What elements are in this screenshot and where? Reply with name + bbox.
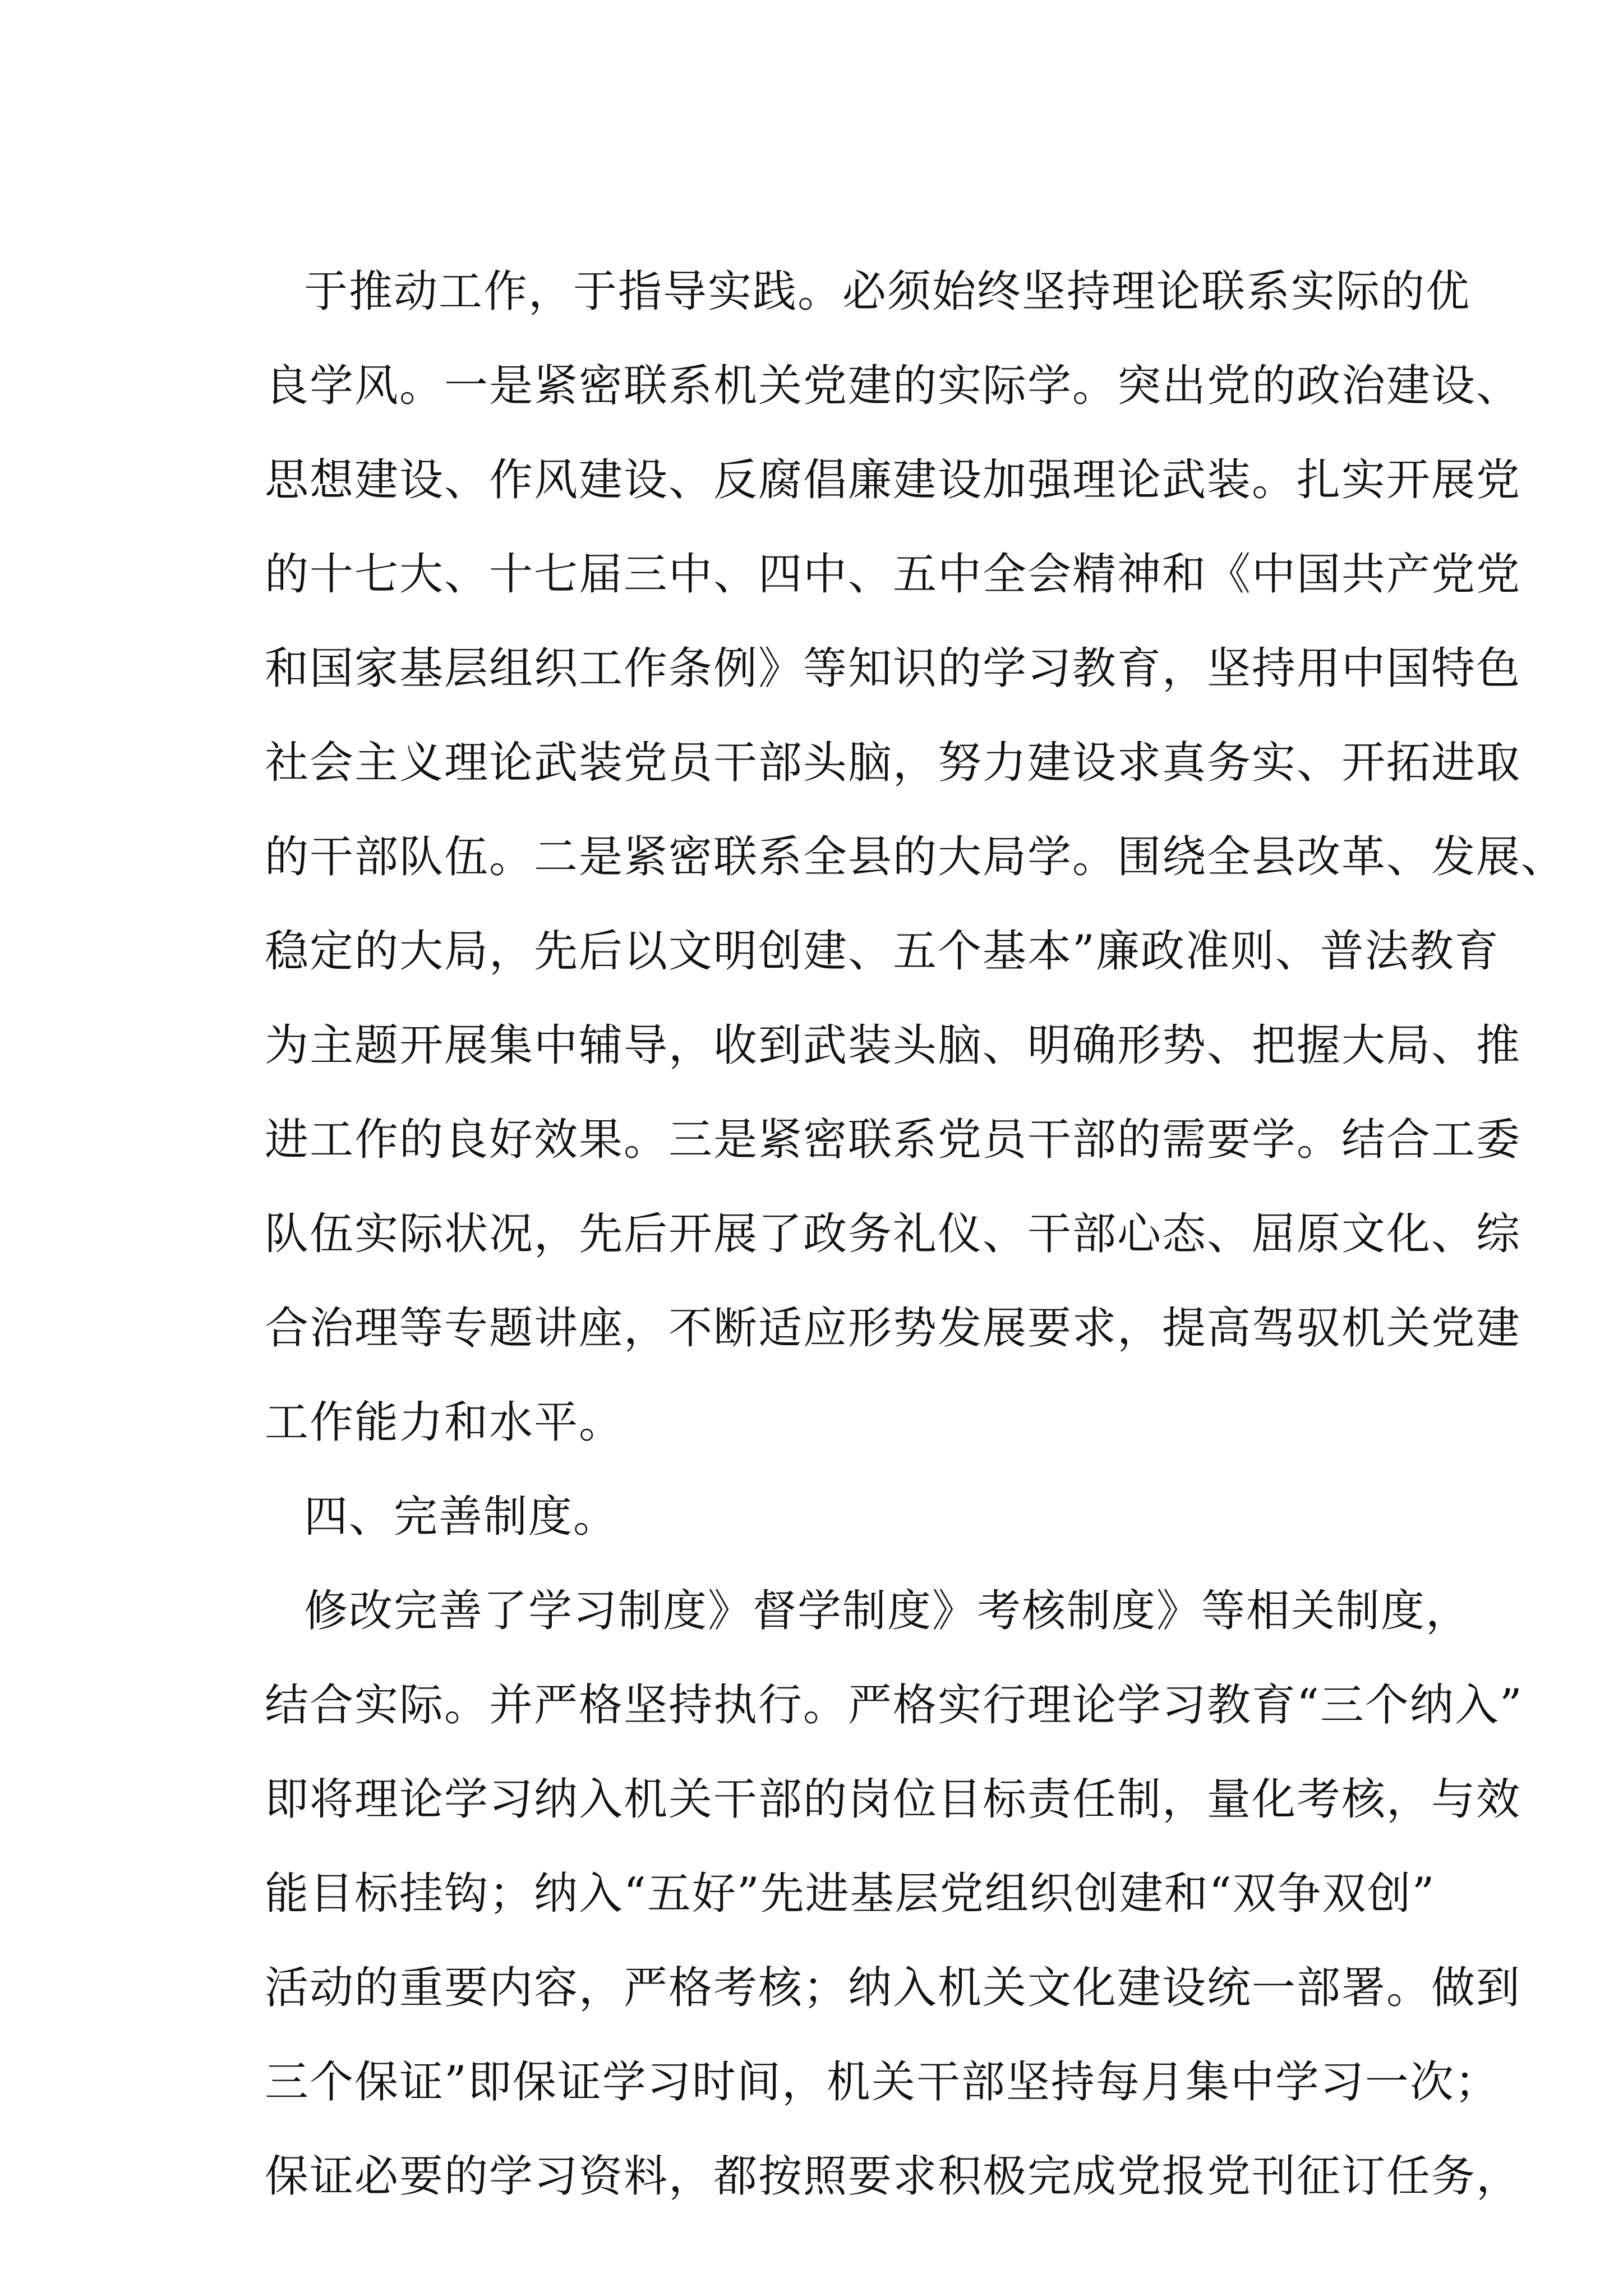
body-line-9: 为主题开展集中辅导，收到武装头脑、明确形势、把握大局、推: [265, 1020, 1521, 1071]
body-line-1: 于推动工作，于指导实践。必须始终坚持理论联系实际的优: [304, 266, 1471, 317]
body-line-12: 合治理等专题讲座，不断适应形势发展要求，提高驾驭机关党建: [265, 1303, 1521, 1354]
body-line-15: 修改完善了学习制度》督学制度》考核制度》等相关制度，: [304, 1586, 1471, 1636]
body-line-2: 良学风。一是紧密联系机关党建的实际学。突出党的政治建设、: [265, 361, 1521, 411]
body-line-4: 的十七大、十七届三中、四中、五中全会精神和《中国共产党党: [265, 549, 1521, 600]
body-line-7: 的干部队伍。二是紧密联系全县的大局学。围绕全县改革、发展、: [265, 832, 1566, 882]
body-line-20: 三个保证”即保证学习时间，机关干部坚持每月集中学习一次；: [265, 2057, 1500, 2108]
body-line-10: 进工作的良好效果。三是紧密联系党员干部的需要学。结合工委: [265, 1115, 1521, 1165]
body-line-11: 队伍实际状况，先后开展了政务礼仪、干部心态、屈原文化、综: [265, 1209, 1521, 1259]
body-line-6: 社会主义理论武装党员干部头脑，努力建设求真务实、开拓进取: [265, 738, 1521, 788]
body-line-16: 结合实际。并严格坚持执行。严格实行理论学习教育“三个纳入”: [265, 1680, 1523, 1731]
body-line-3: 思想建设、作风建设、反腐倡廉建设加强理论武装。扎实开展党: [265, 455, 1521, 505]
body-line-5: 和国家基层组织工作条例》等知识的学习教育，坚持用中国特色: [265, 643, 1521, 694]
section-heading: 四、完善制度。: [304, 1492, 619, 1542]
body-line-18: 能目标挂钩；纳入“五好”先进基层党组织创建和“双争双创”: [265, 1869, 1436, 1919]
body-line-21: 保证必要的学习资料，都按照要求积极完成党报党刊征订任务，: [265, 2151, 1521, 2202]
body-line-19: 活动的重要内容，严格考核；纳入机关文化建设统一部署。做到: [265, 1963, 1521, 2013]
body-line-17: 即将理论学习纳入机关干部的岗位目标责任制，量化考核，与效: [265, 1774, 1521, 1825]
body-line-13: 工作能力和水平。: [265, 1397, 624, 1448]
body-line-8: 稳定的大局，先后以文明创建、五个基本”廉政准则、普法教育: [265, 926, 1500, 977]
